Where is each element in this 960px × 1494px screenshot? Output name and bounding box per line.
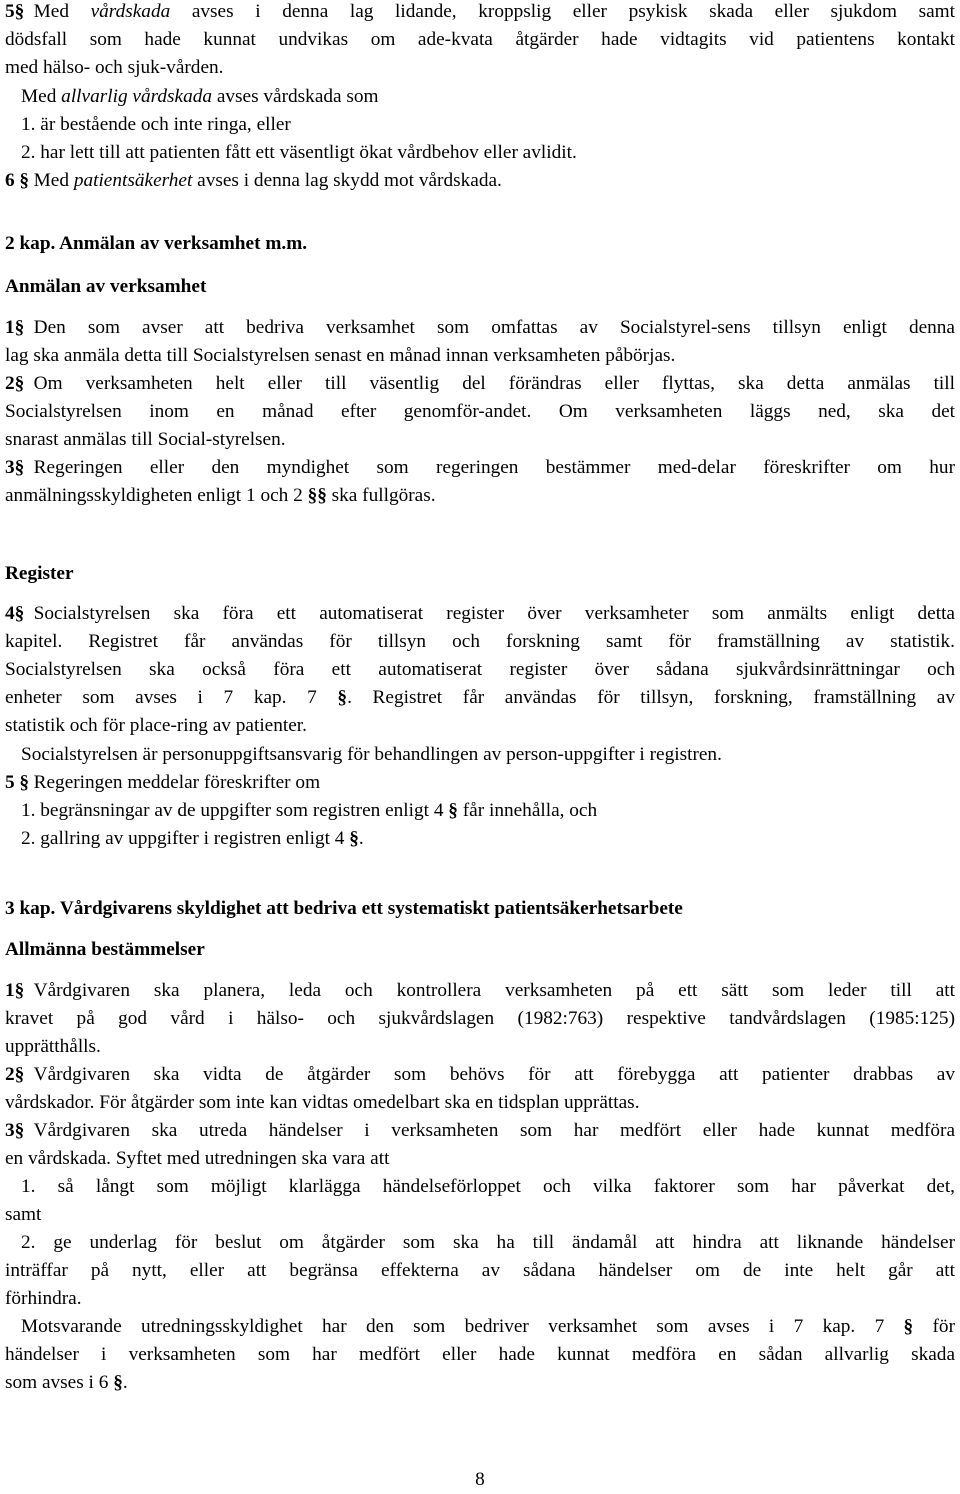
text-run: § (337, 687, 348, 708)
text-run: upprätthålls. (5, 1036, 101, 1057)
text-run: Anmälan av verksamhet (5, 276, 207, 297)
text-line (5, 111, 955, 139)
text-line (5, 936, 955, 964)
section-sign: § (14, 980, 25, 1001)
text-line (5, 167, 955, 195)
text-line (5, 1117, 955, 1145)
text-run: 2. gallring av uppgifter i registren enligt 4 (21, 828, 350, 849)
paragraph-number: 3 (5, 1120, 15, 1141)
text-run: Vårdgivaren ska utreda händelser i verksamheten som har medfört eller hade kunnat medföra (33, 1120, 955, 1141)
text-run: händelser i verksamheten som har medfört eller hade kunnat medföra en sådan allvarlig skada (5, 1344, 955, 1365)
text-run: Regeringen meddelar föreskrifter om (33, 772, 321, 793)
text-line (5, 0, 955, 26)
text-run: för (913, 1316, 955, 1337)
text-line (5, 1145, 955, 1173)
text-line (5, 712, 955, 740)
text-line (5, 370, 955, 398)
text-run: Den som avser att bedriva verksamhet som omfattas av Socialstyrel-sens tillsyn enligt denna (33, 317, 955, 338)
text-run: vårdskada (90, 1, 171, 22)
text-run: Vårdgivaren ska vidta de åtgärder som behövs för att förebygga att patienter drabbas av (33, 1064, 955, 1085)
text-line (5, 684, 955, 712)
text-line (5, 1005, 955, 1033)
text-run: avses i denna lag skydd mot vårdskada. (192, 170, 502, 191)
text-line (5, 342, 955, 370)
paragraph-number: 6 (5, 170, 15, 191)
text-run: 1. så långt som möjligt klarlägga händelseförloppet och vilka faktorer som har påverkat det, (21, 1176, 955, 1197)
text-run: Regeringen eller den myndighet som regeringen bestämmer med-delar föreskrifter om hur (33, 457, 955, 478)
text-line (5, 560, 955, 588)
paragraph-number: 5 (5, 772, 15, 793)
text-line (5, 482, 955, 510)
text-line (5, 797, 955, 825)
paragraph-number: 5 (5, 1, 15, 22)
section-sign: § (14, 1064, 25, 1085)
text-run: Med (21, 86, 62, 107)
section-sign: § (14, 1120, 25, 1141)
text-line (5, 398, 955, 426)
text-line (5, 139, 955, 167)
text-run: inträffar på nytt, eller att begränsa effekterna av sådana händelser om de inte helt går att (5, 1260, 955, 1281)
text-run: Socialstyrelsen inom en månad efter genomför-andet. Om verksamheten läggs ned, ska det (5, 401, 955, 422)
text-run: . Registret får användas för tillsyn, forskning, framställning av (347, 687, 955, 708)
text-run: 3 kap. Vårdgivarens skyldighet att bedriva ett systematiskt patientsäkerhetsarbete (5, 898, 683, 919)
text-run: avses vårdskada som (212, 86, 379, 107)
text-run: 2. ge underlag för beslut om åtgärder som ska ha till ändamål att hindra att liknande händelser (21, 1232, 955, 1253)
text-line (5, 54, 955, 82)
paragraph-number: 4 (5, 603, 15, 624)
text-line (5, 83, 955, 111)
text-line (5, 1341, 955, 1369)
text-line (5, 656, 955, 684)
page-number: 8 (475, 1469, 485, 1490)
text-run: 2 kap. Anmälan av verksamhet m.m. (5, 233, 308, 254)
text-run: Register (5, 563, 74, 584)
text-run: enheter som avses i 7 kap. 7 (5, 687, 338, 708)
text-run: Vårdgivaren ska planera, leda och kontrollera verksamheten på ett sätt som leder till att (33, 980, 955, 1001)
text-line (5, 1201, 955, 1229)
text-run: § (113, 1372, 123, 1393)
text-line (5, 426, 955, 454)
text-run: patientsäkerhet (73, 170, 193, 191)
paragraph-number: 2 (5, 373, 15, 394)
text-run: anmälningsskyldigheten enligt 1 och 2 (5, 485, 308, 506)
text-run: en vårdskada. Syftet med utredningen ska vara att (5, 1148, 390, 1169)
text-line (5, 1061, 955, 1089)
text-line (5, 273, 955, 301)
text-line (5, 977, 955, 1005)
paragraph-number: 1 (5, 317, 15, 338)
text-line (5, 1257, 955, 1285)
text-run: 2. har lett till att patienten fått ett väsentligt ökat vårdbehov eller avlidit. (21, 142, 577, 163)
section-sign: § (14, 373, 25, 394)
text-line (5, 230, 955, 258)
text-line (5, 825, 955, 853)
text-line (5, 314, 955, 342)
text-line (5, 1285, 955, 1313)
text-line (5, 454, 955, 482)
text-run: . (358, 828, 364, 849)
section-sign: § (14, 457, 25, 478)
text-line (5, 769, 955, 797)
text-run: § (349, 828, 359, 849)
text-run: statistik och för place-ring av patienter. (5, 715, 307, 736)
text-line (5, 628, 955, 656)
section-sign: § (19, 170, 29, 191)
text-line (5, 895, 955, 923)
section-sign: § (14, 603, 25, 624)
text-line (5, 741, 955, 769)
text-run: Med (33, 170, 74, 191)
section-sign: § (14, 1, 25, 22)
text-run: Om verksamheten helt eller till väsentlig del förändras eller flyttas, ska detta anmälas till (33, 373, 955, 394)
paragraph-number: 3 (5, 457, 15, 478)
text-run: Motsvarande utredningsskyldighet har den som bedriver verksamhet som avses i 7 kap. 7 (21, 1316, 904, 1337)
paragraph-number: 1 (5, 980, 15, 1001)
text-run: Socialstyrelsen ska föra ett automatiserat register över verksamheter som anmälts enligt detta (33, 603, 955, 624)
paragraph-number: 2 (5, 1064, 15, 1085)
text-line (5, 1173, 955, 1201)
text-line (5, 1089, 955, 1117)
text-run: 1. är bestående och inte ringa, eller (21, 114, 291, 135)
text-run: snarast anmälas till Social-styrelsen. (5, 429, 286, 450)
text-run: samt (5, 1204, 42, 1225)
text-line (5, 1369, 955, 1397)
text-line (5, 600, 955, 628)
text-run: . (122, 1372, 128, 1393)
section-sign: § (19, 772, 29, 793)
text-line (5, 1229, 955, 1257)
text-run: Med (33, 1, 91, 22)
text-run: kravet på god vård i hälso- och sjukvårdslagen (1982:763) respektive tandvårdslagen (1985:125) (5, 1008, 955, 1029)
text-line (5, 1313, 955, 1341)
text-run: med hälso- och sjuk-vården. (5, 57, 224, 78)
text-run: Socialstyrelsen ska också föra ett automatiserat register över sådana sjukvårdsinrättningar och (5, 659, 955, 680)
text-run: §§ (307, 485, 327, 506)
text-run: avses i denna lag lidande, kroppslig eller psykisk skada eller sjukdom samt (170, 1, 955, 22)
section-sign: § (14, 317, 25, 338)
text-run: lag ska anmäla detta till Socialstyrelsen senast en månad innan verksamheten påbörjas. (5, 345, 676, 366)
text-run: som avses i 6 (5, 1372, 114, 1393)
text-run: § (903, 1316, 914, 1337)
text-run: § (448, 800, 458, 821)
text-run: dödsfall som hade kunnat undvikas om ade-kvata åtgärder hade vidtagits vid patientens kontakt (5, 29, 955, 50)
text-run: får innehålla, och (457, 800, 598, 821)
text-line (5, 26, 955, 54)
text-run: kapitel. Registret får användas för tillsyn och forskning samt för framställning av statistik. (5, 631, 955, 652)
text-run: förhindra. (5, 1288, 82, 1309)
text-run: allvarlig vårdskada (61, 86, 213, 107)
text-run: 1. begränsningar av de uppgifter som registren enligt 4 (21, 800, 449, 821)
text-run: ska fullgöras. (326, 485, 436, 506)
text-run: Allmänna bestämmelser (5, 939, 205, 960)
text-line (5, 1033, 955, 1061)
text-run: vårdskador. För åtgärder som inte kan vidtas omedelbart ska en tidsplan upprättas. (5, 1092, 640, 1113)
text-run: Socialstyrelsen är personuppgiftsansvarig för behandlingen av person-uppgifter i registren. (21, 744, 722, 765)
